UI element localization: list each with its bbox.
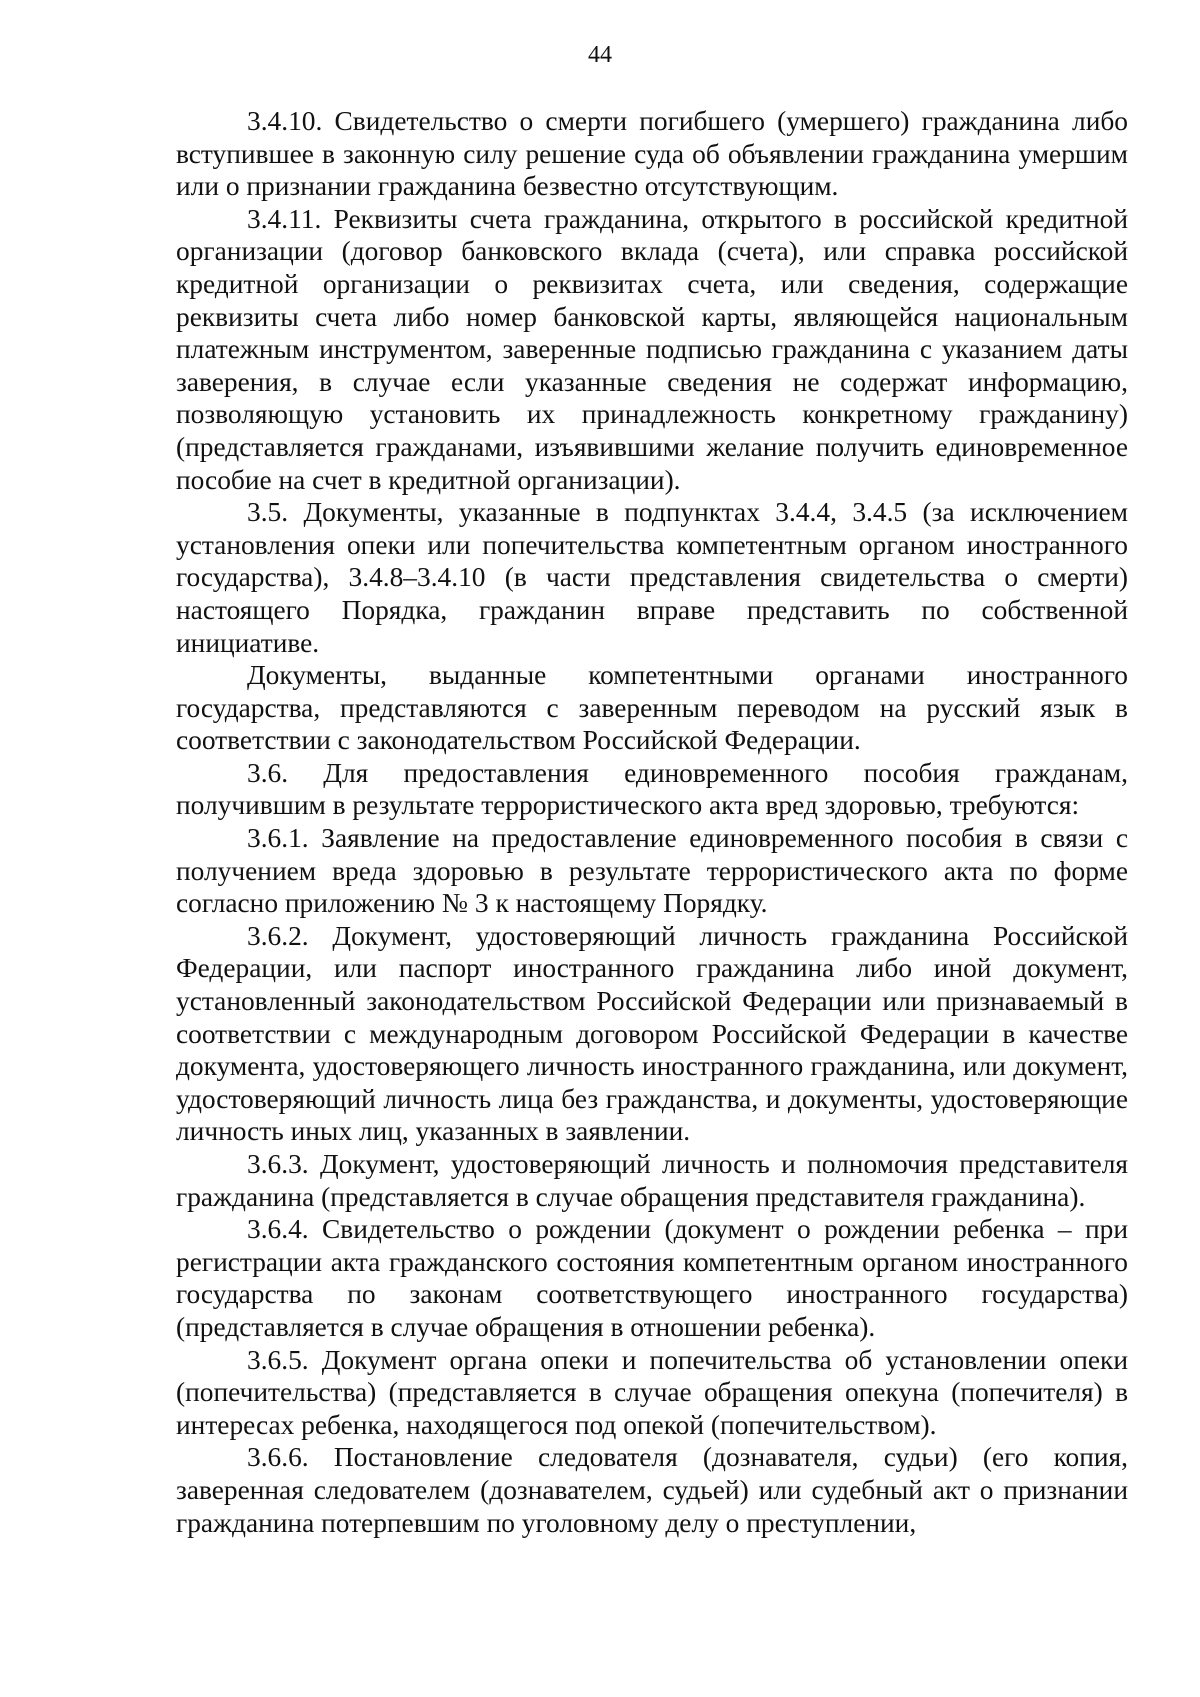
paragraph-3-5: 3.5. Документы, указанные в подпунктах 3.4.4, 3.4.5 (за исключением установления опеки или попечительства компетентным органом иностранного государства), 3.4.8–3.4.10 (в части представления свидетельства о смерти) настоящего Порядка, гражданин вправе представить по собственной инициативе. xyxy=(176,497,1128,658)
paragraph-3-4-11: 3.4.11. Реквизиты счета гражданина, открытого в российской кредитной организации (договор банковского вклада (счета), или справка российской кредитной организации о реквизитах счета, или сведения, содержащие реквизиты счета либо номер банковской карты, являющейся национальным платежным инструментом, заверенные подписью гражданина с указанием даты заверения, в случае если указанные сведения не содержат информацию, позволяющую установить их принадлежность конкретному гражданину) (представляется гражданами, изъявившими желание получить единовременное пособие на счет в кредитной организации). xyxy=(176,203,1128,495)
paragraph-3-4-10: 3.4.10. Свидетельство о смерти погибшего (умершего) гражданина либо вступившее в законную силу решение суда об объявлении гражданина умершим или о признании гражданина безвестно отсутствующим. xyxy=(176,106,1128,202)
document-body xyxy=(176,105,1128,1539)
page-number: 44 xyxy=(588,42,612,68)
paragraph-3-6-3: 3.6.3. Документ, удостоверяющий личность и полномочия представителя гражданина (представляется в случае обращения представителя гражданина). xyxy=(176,1149,1128,1212)
paragraph-3-6: 3.6. Для предоставления единовременного пособия гражданам, получившим в результате террористического акта вред здоровью, требуются: xyxy=(176,757,1128,821)
paragraph-3-6-4: 3.6.4. Свидетельство о рождении (документ о рождении ребенка – при регистрации акта гражданского состояния компетентным органом иностранного государства по законам соответствующего иностранного государства) (представляется в случае обращения в отношении ребенка). xyxy=(176,1214,1128,1342)
paragraph-3-6-2: 3.6.2. Документ, удостоверяющий личность гражданина Российской Федерации, или паспорт иностранного гражданина либо иной документ, установленный законодательством Российской Федерации или признаваемый в соответствии с международным договором Российской Федерации в качестве документа, удостоверяющего личность иностранного гражданина, или документ, удостоверяющий личность лица без гражданства, и документы, удостоверяющие личность иных лиц, указанных в заявлении. xyxy=(176,920,1128,1147)
paragraph-3-6-6: 3.6.6. Постановление следователя (дознавателя, судьи) (его копия, заверенная следователем (дознавателем, судьей) или судебный акт о признании гражданина потерпевшим по уголовному делу о преступлении, xyxy=(176,1442,1128,1538)
paragraph-3-6-5: 3.6.5. Документ органа опеки и попечительства об установлении опеки (попечительства) (представляется в случае обращения опекуна (попечителя) в интересах ребенка, находящегося под опекой (попечительством). xyxy=(176,1344,1128,1440)
paragraph-3-6-1: 3.6.1. Заявление на предоставление единовременного пособия в связи с получением вреда здоровью в результате террористического акта по форме согласно приложению № 3 к настоящему Порядку. xyxy=(176,823,1128,919)
paragraph-foreign-documents: Документы, выданные компетентными органами иностранного государства, представляются с заверенным переводом на русский язык в соответствии с законодательством Российской Федерации. xyxy=(176,660,1128,756)
